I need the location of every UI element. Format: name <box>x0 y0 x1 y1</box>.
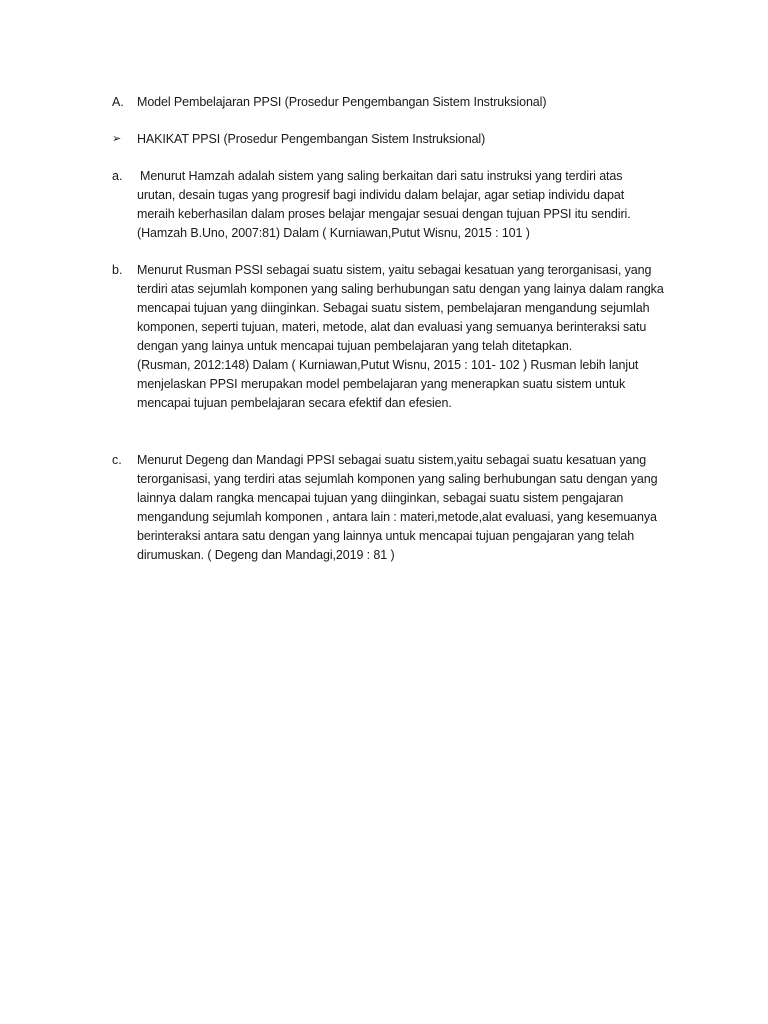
point-line: mengandung sejumlah komponen , antara lain : materi,metode,alat evaluasi, yang kesemuanya <box>137 510 657 524</box>
point-body <box>137 167 702 243</box>
point-line: (Rusman, 2012:148) Dalam ( Kurniawan,Putut Wisnu, 2015 : 101- 102 ) Rusman lebih lanjut <box>137 358 639 372</box>
point-line: terdiri atas sejumlah komponen yang saling berhubungan satu dengan yang lainya dalam rangka <box>137 282 664 296</box>
heading-marker: A. <box>112 95 124 109</box>
section-heading <box>112 93 702 112</box>
point-line: urutan, desain tugas yang progresif bagi individu dalam belajar, agar setiap individu dapat <box>137 188 625 202</box>
point-line: Menurut Hamzah adalah sistem yang saling berkaitan dari satu instruksi yang terdiri atas <box>140 169 623 183</box>
point-marker: c. <box>112 453 122 467</box>
point-body <box>137 261 702 413</box>
point-b <box>112 261 702 413</box>
subheading <box>112 130 702 149</box>
point-line: Menurut Rusman PSSI sebagai suatu sistem, yaitu sebagai kesatuan yang terorganisasi, yang <box>137 263 652 277</box>
point-line: meraih keberhasilan dalam proses belajar mengajar sesuai dengan tujuan PPSI itu sendiri. <box>137 207 631 221</box>
point-line: dengan yang lainya untuk mencapai tujuan pembelajaran yang telah ditetapkan. <box>137 339 573 353</box>
point-body <box>137 451 702 565</box>
point-line: lainnya dalam rangka mencapai tujuan yang diinginkan, sebagai suatu sistem pengajaran <box>137 491 624 505</box>
point-line: (Hamzah B.Uno, 2007:81) Dalam ( Kurniawan,Putut Wisnu, 2015 : 101 ) <box>137 226 530 240</box>
heading-text: Model Pembelajaran PPSI (Prosedur Pengembangan Sistem Instruksional) <box>137 95 547 109</box>
point-line: menjelaskan PPSI merupakan model pembelajaran yang menerapkan suatu sistem untuk <box>137 377 626 391</box>
point-line: komponen, seperti tujuan, materi, metode, alat dan evaluasi yang semuanya berinteraksi satu <box>137 320 647 334</box>
subheading-text: HAKIKAT PPSI (Prosedur Pengembangan Sistem Instruksional) <box>137 132 486 146</box>
point-a <box>112 167 702 243</box>
arrow-bullet-icon: ➢ <box>112 133 122 145</box>
point-line: Menurut Degeng dan Mandagi PPSI sebagai suatu sistem,yaitu sebagai suatu kesatuan yang <box>137 453 647 467</box>
point-line: terorganisasi, yang terdiri atas sejumlah komponen yang saling berhubungan satu dengan yang <box>137 472 658 486</box>
point-line: mencapai tujuan pembelajaran secara efektif dan efesien. <box>137 396 452 410</box>
point-line: dirumuskan. ( Degeng dan Mandagi,2019 : 81 ) <box>137 548 395 562</box>
point-line: berinteraksi antara satu dengan yang lainnya untuk mencapai tujuan pengajaran yang telah <box>137 529 635 543</box>
point-marker: b. <box>112 263 123 277</box>
point-c <box>112 451 702 565</box>
point-line: mencapai tujuan yang diinginkan. Sebagai suatu sistem, pembelajaran mengandung sejumlah <box>137 301 650 315</box>
point-marker: a. <box>112 169 123 183</box>
